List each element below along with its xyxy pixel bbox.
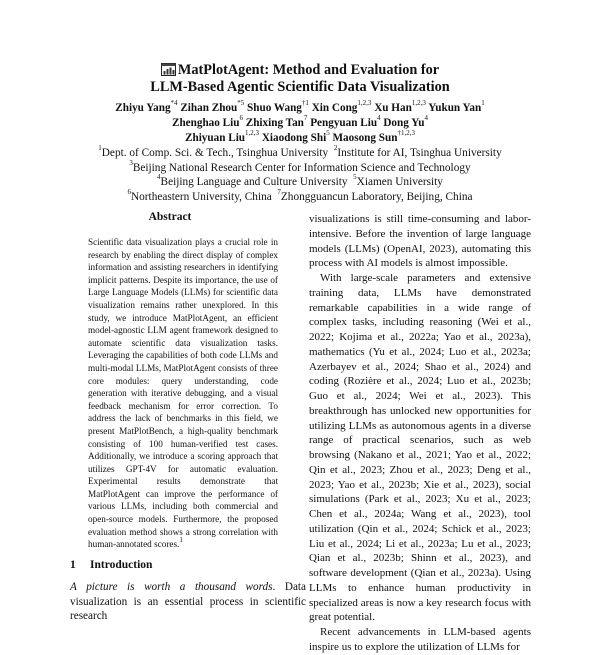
intro-paragraph — [70, 580, 306, 624]
title-text-1: MatPlotAgent: Method and Evaluation for — [177, 62, 440, 78]
section-heading-introduction — [70, 559, 152, 571]
affiliation-line: $^4$Beijing Language and Culture University $^5$Xiamen University — [157, 173, 443, 189]
section-number: 1 — [70, 559, 76, 571]
author-name: Pengyuan Liu$^4$ — [310, 114, 381, 129]
author-name: Zhixing Tan$^7$ — [245, 114, 308, 129]
author-name: Zhiyu Yang$^{*4}$ — [115, 99, 178, 114]
author-name: Shuo Wang$^{\dagger 1}$ — [247, 99, 309, 114]
affiliation-list — [30, 146, 570, 205]
title-line-2: LLM-Based Agentic Scientific Data Visualization — [150, 79, 450, 95]
abstract-heading: Abstract — [148, 211, 192, 223]
author-name: Zihan Zhou$^{*5}$ — [180, 99, 245, 114]
section-title: Introduction — [90, 559, 153, 571]
right-paragraph-3: Recent advancements in LLM-based agents inspire us to explore the utilization of LLMs for — [309, 626, 531, 653]
plot-logo-icon — [161, 63, 176, 76]
author-name: Dong Yu$^4$ — [383, 114, 428, 129]
affiliation-line: $^1$Dept. of Comp. Sci. & Tech., Tsinghua University $^2$Institute for AI, Tsinghua University — [98, 144, 502, 159]
intro-italic-quote: A picture is worth a thousand words — [70, 581, 273, 593]
author-name: Zhiyuan Liu$^{1,2,3}$ — [185, 129, 260, 144]
author-name: Maosong Sun$^{\dagger 1,2,3}$ — [332, 129, 415, 144]
intro-text: . Data visualization is an essential process in scientific research — [70, 581, 306, 623]
paper-title — [60, 62, 540, 96]
affiliation-line: $^6$Northeastern University, China $^7$Zhongguancun Laboratory, Beijing, China — [127, 188, 473, 204]
affiliation-line: $^3$Beijing National Research Center for Information Science and Technology — [129, 158, 471, 174]
right-column — [309, 212, 531, 655]
abstract-text: Scientific data visualization plays a crucial role in research by enabling the direct display of complex information and assisting researchers in identifying implicit patterns. Despite its importance, the use of Large Language Models (LLMs) for scientific data visualization remains rather unexplored. In this study, we introduce MatPlotAgent, an efficient model-agnostic LLM agent framework designed to automate scientific data visualization tasks. Leveraging the capabilities of both code LLMs and multi-modal LLMs, MatPlotAgent consists of three core modules: query understanding, code generation with iterative debugging, and a visual feedback mechanism for error correction. To address the lack of benchmarks in this field, we present MatPlotBench, a high-quality benchmark consisting of 100 human-verified test cases. Additionally, we introduce a scoring approach that utilizes GPT-4V for automatic evaluation. Experimental results demonstrate that MatPlotAgent can improve the performance of various LLMs, including both commercial and open-source models. Furthermore, the proposed evaluation method shows a strong correlation with human-annotated scores. — [88, 237, 278, 550]
footnote-mark: 1 — [179, 536, 183, 545]
author-name: Yukun Yan$^1$ — [428, 99, 485, 114]
right-paragraph-1: visualizations is still time-consuming and labor-intensive. Before the invention of large language models (LLMs) (OpenAI, 2023), automating this process with AI models is almost impossible. — [309, 213, 531, 270]
author-name: Xu Han$^{1,2,3}$ — [374, 99, 426, 114]
right-paragraph-2: With large-scale parameters and extensive training data, LLMs have demonstrated remarkable capabilities in a wide range of complex tasks, including reasoning (Wei et al., 2022; Kojima et al., 2022a; Yao et al., 2023a), mathematics (Yu et al., 2024; Luo et al., 2023a; Azerbayev et al., 2024; Shao et al., 2024) and coding (Rozière et al., 2024; Luo et al., 2023b; Guo et al., 2024; Wei et al., 2023). This breakthrough has unlocked new opportunities for utilizing LLMs as autonomous agents in a diverse range of practical scenarios, such as web browsing (Nakano et al., 2021; Yao et al., 2022; Qin et al., 2023; Zhou et al., 2023; Deng et al., 2023; Yao et al., 2023b; Xie et al., 2023), social simulations (Park et al., 2023; Xu et al., 2023; Chen et al., 2024a; Wang et al., 2023), tool utilization (Qin et al., 2024; Schick et al., 2023; Liu et al., 2024; Li et al., 2023a; Lu et al., 2023; Qian et al., 2023b; Shinn et al., 2023), and software development (Qian et al., 2023a). Using LLMs to enhance human productivity in specialized areas is now a key research focus with great potential. — [309, 272, 531, 624]
author-name: Xiaodong Shi$^5$ — [261, 129, 330, 144]
author-name: Xin Cong$^{1,2,3}$ — [311, 99, 372, 114]
author-name: Zhenghao Liu$^6$ — [171, 114, 243, 129]
author-list — [30, 101, 570, 146]
title-line-1 — [60, 62, 540, 79]
abstract-body — [88, 236, 278, 551]
